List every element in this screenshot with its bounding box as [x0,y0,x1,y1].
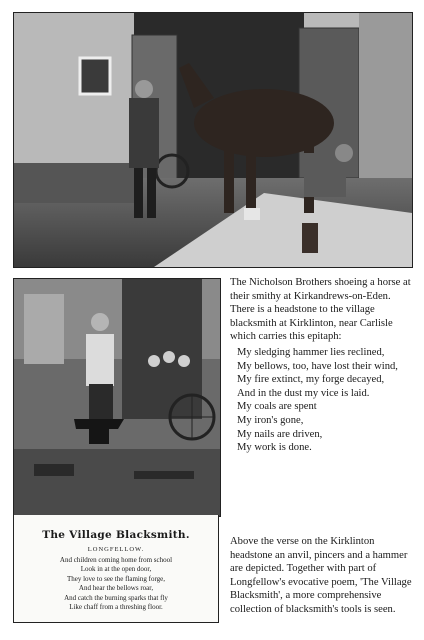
poem-title: The Village Blacksmith. [42,529,190,541]
epitaph-line: My bellows, too, have lost their wind, [237,360,398,372]
epitaph-line: My coals are spent [237,401,317,413]
poem-line: Look in at the open door, [80,565,152,574]
epitaph-line: My work is done. [237,442,312,454]
epitaph-line: My fire extinct, my forge decayed, [237,374,385,386]
epitaph-line: My nails are driven, [237,428,323,440]
epitaph-line: And in the dust my vice is laid. [237,387,370,399]
poem-line: And children coming home from school [59,556,173,564]
caption-top: The Nicholson Brothers shoeing a horse at their smithy at Kirkandrews-on-Eden. There is a headstone to the village blacksmith at Kirklinton, near Carlisle which carries this epitaph: [230,277,411,342]
poem-card [13,515,219,623]
epitaph-line: My sledging hammer lies reclined, [237,347,385,358]
poem-line: And hear the bellows roar, [78,584,154,593]
blacksmiths-shoeing-horse-photo [14,13,412,267]
smithy-photo [13,12,413,268]
village-blacksmith-photo [13,278,221,517]
epitaph [237,346,417,455]
poem-line: They love to see the flaming forge, [66,574,166,583]
caption-bottom: Above the verse on the Kirklinton headstone an anvil, pincers and a hammer are depicted. Together with part of Longfellow's evocative poem, 'The Village Blacksmith', a more comprehensive collection of blacksmith's tools is seen. [230,536,412,615]
epitaph-line: My iron's gone, [237,414,304,426]
poem-line: And catch the burning sparks that fly [64,593,168,602]
poem-author: LONGFELLOW. [87,546,145,553]
village-blacksmith-illustration [14,279,220,516]
poem-line: Like chaff from a threshing floor. [69,603,163,612]
